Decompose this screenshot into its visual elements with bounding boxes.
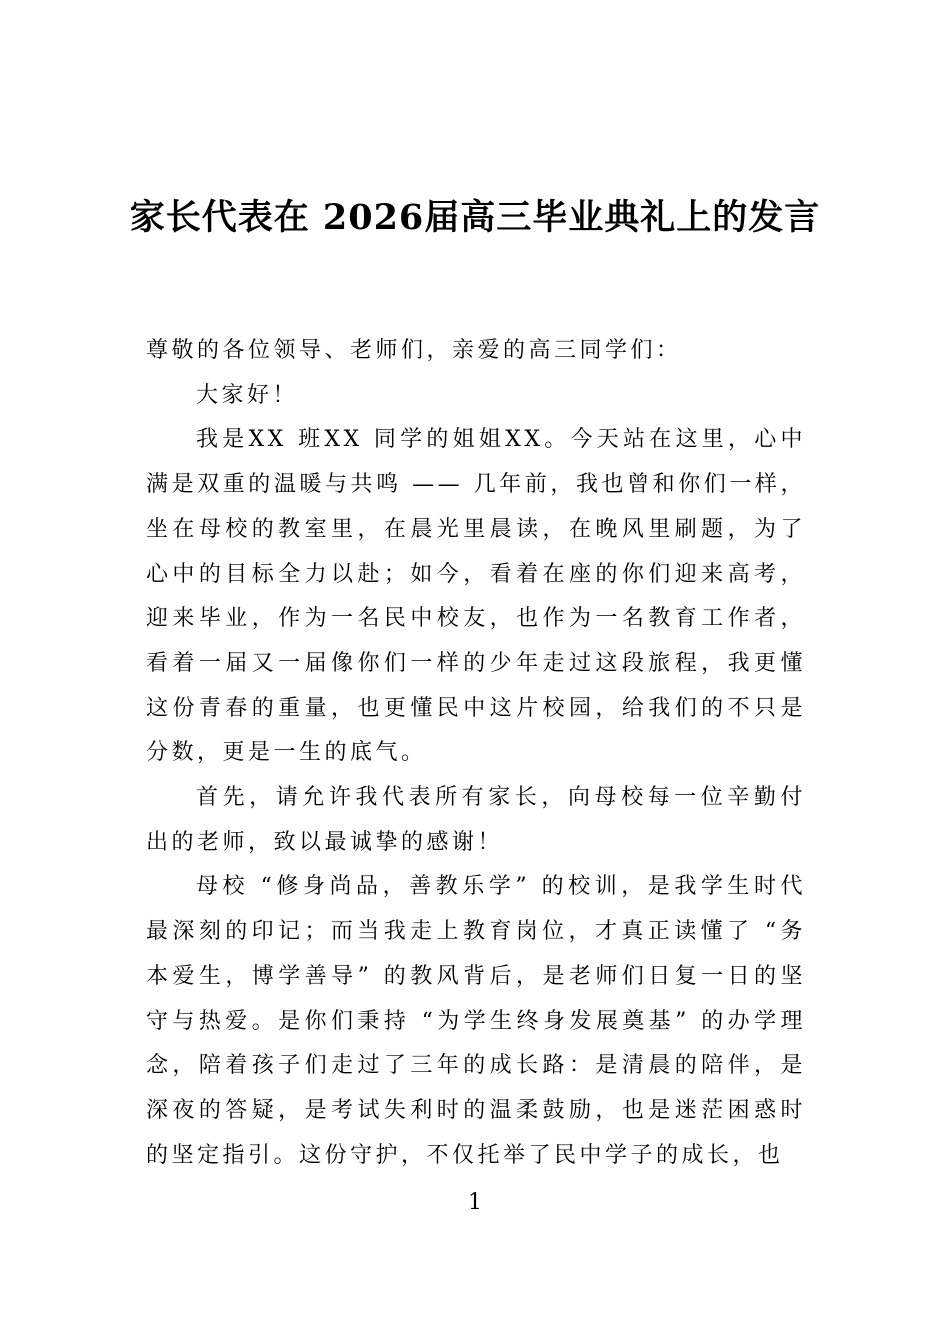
document-title: 家长代表在 2026届高三毕业典礼上的发言 (129, 197, 821, 238)
paragraph-greeting: 大家好！ (196, 382, 299, 408)
page-number: 1 (468, 1190, 482, 1215)
document-body (146, 329, 806, 1178)
salutation: 尊敬的各位领导、老师们，亲爱的高三同学们： (146, 338, 682, 363)
paragraph-school-motto: 母校 “修身尚品，善教乐学” 的校训，是我学生时代最深刻的印记；而当我走上教育岗位，才真正读懂了 “务本爱生，博学善导” 的教风背后，是老师们日复一日的坚守与热爱。是你们秉持 “为学生终身发展奠基” 的办学理念，陪着孩子们走过了三年的成长路：是清晨的陪伴，是深夜的答疑，是考试失利时的温柔鼓励，也是迷茫困惑时的坚定指引。这份守护，不仅托举了民中学子的成长，也 (146, 874, 806, 1168)
paragraph-introduction: 我是XX 班XX 同学的姐姐XX。今天站在这里，心中满是双重的温暖与共鸣 —— 几年前，我也曾和你们一样，坐在母校的教室里，在晨光里晨读，在晚风里刷题，为了心中的目标全力以赴；如今，看着在座的你们迎来高考，迎来毕业，作为一名民中校友，也作为一名教育工作者，看着一届又一届像你们一样的少年走过这段旅程，我更懂这份青春的重量，也更懂民中这片校园，给我们的不只是分数，更是一生的底气。 (146, 427, 806, 766)
paragraph-thanks: 首先，请允许我代表所有家长，向母校每一位辛勤付出的老师，致以最诚挚的感谢！ (146, 785, 806, 855)
